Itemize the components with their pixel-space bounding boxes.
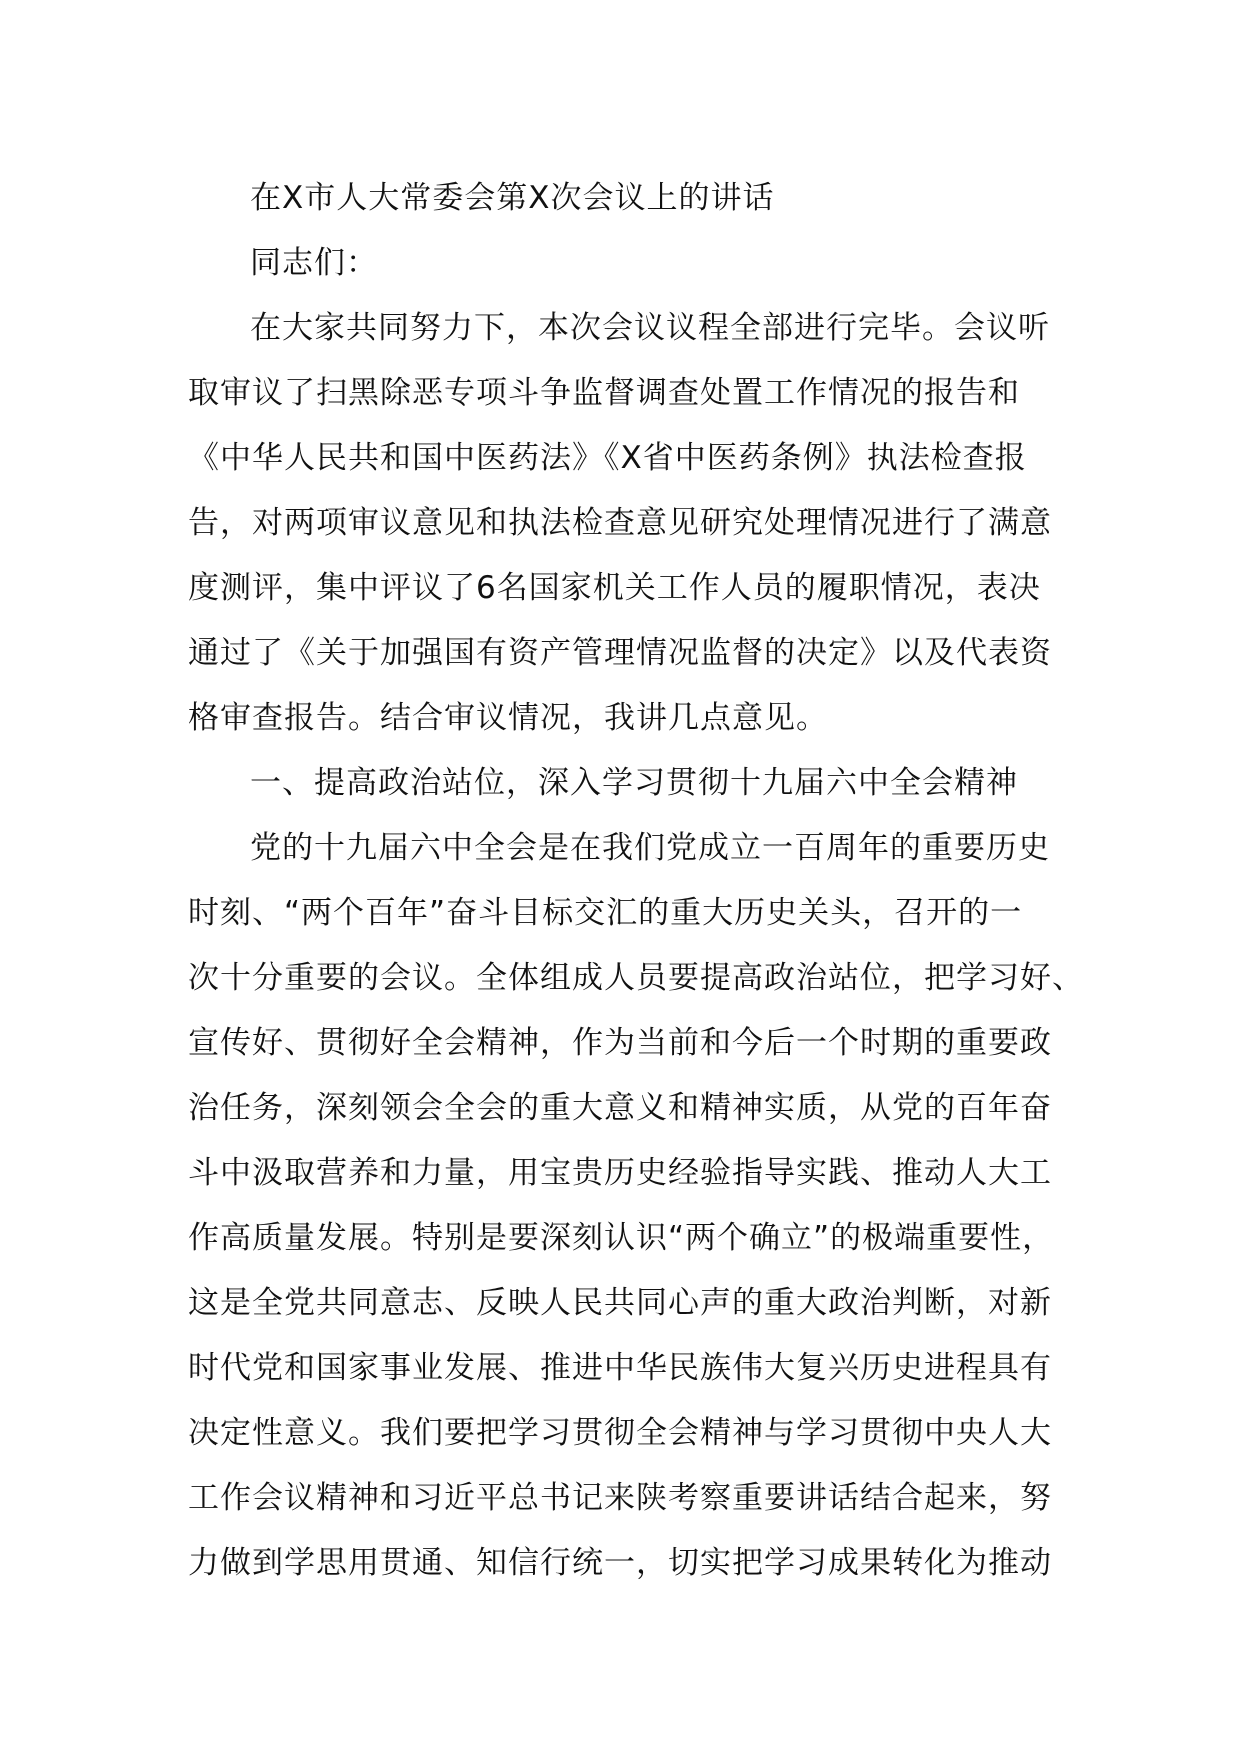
paragraph-2-line-3: 次十分重要的会议。全体组成人员要提高政治站位，把学习好、 — [188, 960, 1084, 996]
paragraph-1-line-2: 取审议了扫黑除恶专项斗争监督调查处置工作情况的报告和 — [188, 375, 1020, 411]
paragraph-2-line-8: 这是全党共同意志、反映人民共同心声的重大政治判断，对新 — [188, 1285, 1052, 1321]
paragraph-2-line-9: 时代党和国家事业发展、推进中华民族伟大复兴历史进程具有 — [188, 1350, 1052, 1386]
paragraph-2-line-1: 党的十九届六中全会是在我们党成立一百周年的重要历史 — [250, 830, 1050, 866]
section-heading-1: 一、提高政治站位，深入学习贯彻十九届六中全会精神 — [250, 765, 1018, 801]
paragraph-2-line-6: 斗中汲取营养和力量，用宝贵历史经验指导实践、推动人大工 — [188, 1155, 1052, 1191]
paragraph-1-line-1: 在大家共同努力下，本次会议议程全部进行完毕。会议听 — [250, 310, 1050, 346]
paragraph-2-line-7: 作高质量发展。特别是要深刻认识“两个确立”的极端重要性， — [188, 1220, 1055, 1256]
paragraph-1-line-7: 格审查报告。结合审议情况，我讲几点意见。 — [188, 700, 828, 736]
paragraph-2-line-10: 决定性意义。我们要把学习贯彻全会精神与学习贯彻中央人大 — [188, 1415, 1052, 1451]
paragraph-1-line-4: 告，对两项审议意见和执法检查意见研究处理情况进行了满意 — [188, 505, 1052, 541]
paragraph-2-line-4: 宣传好、贯彻好全会精神，作为当前和今后一个时期的重要政 — [188, 1025, 1052, 1061]
paragraph-2-line-12: 力做到学思用贯通、知信行统一，切实把学习成果转化为推动 — [188, 1545, 1052, 1581]
salutation: 同志们： — [250, 245, 378, 281]
paragraph-2-line-2: 时刻、“两个百年”奋斗目标交汇的重大历史关头，召开的一 — [188, 895, 1023, 931]
paragraph-2-line-11: 工作会议精神和习近平总书记来陕考察重要讲话结合起来，努 — [188, 1480, 1052, 1516]
paragraph-2-line-5: 治任务，深刻领会全会的重大意义和精神实质，从党的百年奋 — [188, 1090, 1052, 1126]
speech-title: 在X市人大常委会第X次会议上的讲话 — [250, 180, 775, 216]
paragraph-1-line-5: 度测评，集中评议了6名国家机关工作人员的履职情况，表决 — [188, 570, 1041, 606]
paragraph-1-line-3: 《中华人民共和国中医药法》《X省中医药条例》执法检查报 — [188, 440, 1027, 476]
speech-text — [188, 166, 1084, 1596]
paragraph-1-line-6: 通过了《关于加强国有资产管理情况监督的决定》以及代表资 — [188, 635, 1052, 671]
